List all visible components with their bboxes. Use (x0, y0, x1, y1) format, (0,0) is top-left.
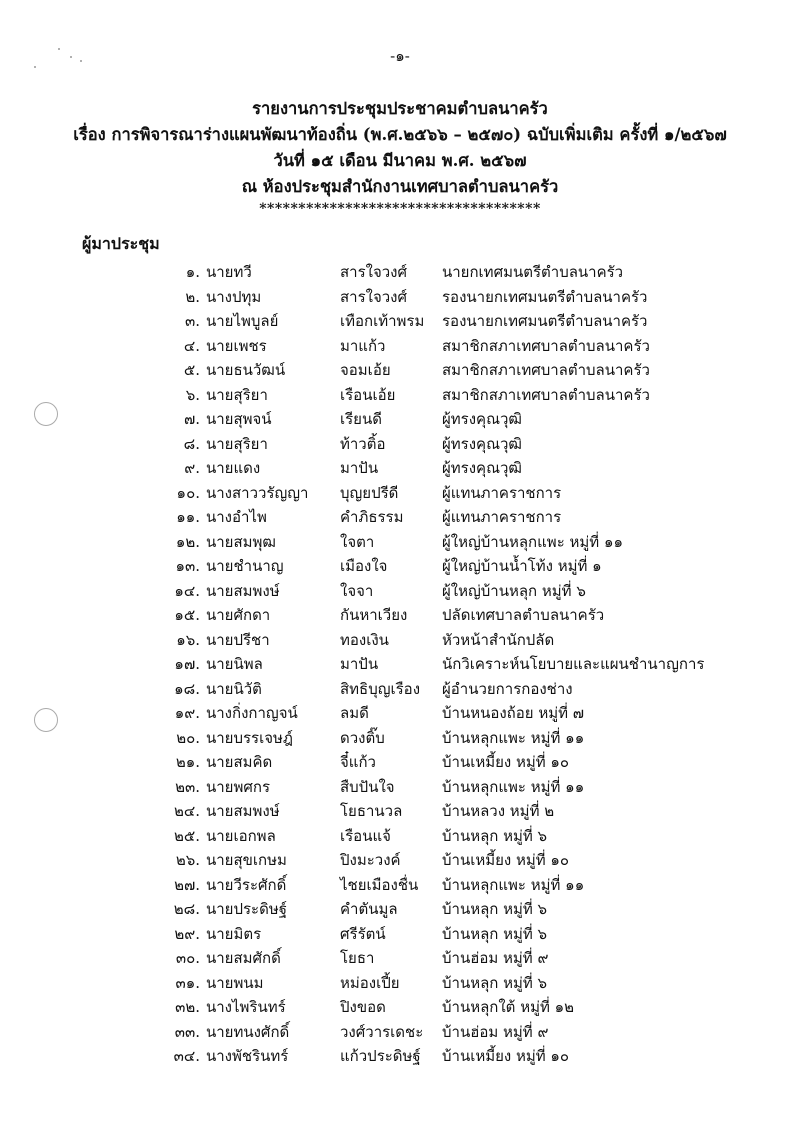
attendee-name: นายแดง (206, 459, 261, 477)
attendee-surname: โยธานวล (340, 802, 403, 820)
attendee-row (0, 260, 800, 285)
attendee-name: นายทวี (206, 263, 252, 281)
attendee-name: นายศักดา (206, 606, 271, 624)
attendee-row (0, 799, 800, 824)
attendee-number: ๕. (183, 361, 200, 379)
attendee-surname: ใจจา (340, 581, 374, 600)
attendee-number: ๓๑. (175, 973, 200, 992)
attendee-position: บ้านหลุกใต้ หมู่ที่ ๑๒ (442, 998, 575, 1016)
attendee-number: ๑๘. (174, 679, 200, 698)
attendee-position: รองนายกเทศมนตรีตำบลนาครัว (442, 287, 648, 306)
page-number: -๑- (390, 47, 410, 65)
attendee-number: ๒๓. (175, 777, 200, 796)
attendee-row (0, 1044, 800, 1069)
attendee-row (0, 554, 800, 579)
attendee-name: นางกิ่งกาญจน์ (206, 704, 298, 722)
attendee-number: ๓. (184, 312, 200, 330)
attendee-position: ผู้ใหญ่บ้านหลุก หมู่ที่ ๖ (442, 581, 586, 600)
attendee-surname: กันหาเวียง (340, 606, 408, 624)
attendee-name: นายบรรเจษฎ์ (206, 728, 293, 747)
attendee-row (0, 1020, 800, 1045)
attendee-row (0, 750, 800, 775)
attendee-row (0, 456, 800, 481)
attendee-surname: ท้าวติ้อ (340, 434, 386, 453)
attendee-position: บ้านหลวง หมู่ที่ ๒ (442, 802, 555, 820)
attendee-number: ๓๓. (174, 1022, 200, 1041)
attendee-number: ๗. (183, 410, 200, 428)
attendee-name: นางพัชรินทร์ (206, 1047, 289, 1065)
attendee-position: นักวิเคราะห์นโยบายและแผนชำนาญการ (442, 655, 705, 673)
attendee-position: บ้านหลุก หมู่ที่ ๖ (442, 924, 548, 943)
attendee-position: บ้านหลุกแพะ หมู่ที่ ๑๑ (442, 777, 585, 796)
attendee-row (0, 530, 800, 555)
attendee-position: ผู้ใหญ่บ้านน้ำโท้ง หมู่ที่ ๑ (442, 557, 602, 575)
attendee-surname: สิทธิบุญเรือง (340, 679, 421, 698)
attendee-surname: สารใจวงศ์ (340, 287, 408, 306)
attendees-heading: ผู้มาประชุม (82, 234, 160, 253)
attendee-row (0, 358, 800, 383)
attendee-number: ๑๓. (175, 557, 200, 575)
attendee-surname: เมืองใจ (340, 557, 388, 575)
attendee-name: นายเอกพล (206, 826, 276, 845)
attendee-name: นายมิตร (206, 924, 262, 943)
attendee-position: บ้านหลุก หมู่ที่ ๖ (442, 973, 548, 992)
report-date: วันที่ ๑๕ เดือน มีนาคม พ.ศ. ๒๕๖๗ (273, 151, 527, 170)
attendee-surname: จี๋แก้ว (340, 753, 376, 771)
attendee-row (0, 505, 800, 530)
attendee-row (0, 628, 800, 653)
attendee-position: ผู้อำนวยการกองช่าง (442, 679, 573, 698)
attendee-number: ๑๗. (174, 655, 200, 673)
attendee-name: นายสมคิด (206, 753, 273, 771)
attendee-surname: มาแก้ว (340, 336, 386, 355)
attendee-surname: คำภิธรรม (340, 508, 404, 526)
attendee-name: นายพศกร (206, 777, 271, 796)
attendee-row (0, 922, 800, 947)
attendee-name: นายประดิษฐ์ (206, 900, 288, 918)
attendee-number: ๓๒. (175, 998, 200, 1016)
attendee-surname: แก้วประดิษฐ์ (340, 1047, 421, 1065)
attendee-surname: ปิงขอด (340, 998, 386, 1016)
attendee-number: ๒๑. (175, 753, 200, 771)
attendee-position: นายกเทศมนตรีตำบลนาครัว (442, 263, 624, 281)
attendee-row (0, 971, 800, 996)
attendee-name: นางปทุม (206, 287, 262, 306)
attendee-row (0, 897, 800, 922)
attendee-number: ๒๔. (173, 802, 200, 820)
attendee-number: ๖. (185, 385, 200, 404)
attendee-number: ๒๙. (174, 924, 200, 943)
attendee-row (0, 334, 800, 359)
attendee-number: ๑. (185, 263, 200, 281)
attendee-row (0, 995, 800, 1020)
attendee-position: ผู้ใหญ่บ้านหลุกแพะ หมู่ที่ ๑๑ (442, 532, 623, 551)
attendee-row (0, 946, 800, 971)
attendee-row (0, 603, 800, 628)
attendee-name: นายสมพงษ์ (206, 581, 280, 600)
attendee-position: ปลัดเทศบาลตำบลนาครัว (442, 606, 605, 624)
attendee-surname: ดวงติ๊บ (340, 728, 385, 747)
attendee-row (0, 481, 800, 506)
attendee-name: นายสุริยา (206, 434, 268, 453)
attendee-number: ๑๖. (176, 630, 200, 649)
attendee-position: ผู้ทรงคุณวุฒิ (442, 434, 522, 453)
attendee-position: บ้านฮ่อม หมู่ที่ ๙ (442, 1022, 549, 1041)
attendee-name: นายสมศักดิ์ (206, 949, 281, 967)
attendee-position: บ้านเหมี้ยง หมู่ที่ ๑๐ (442, 753, 570, 771)
attendee-name: นายสุขเกษม (206, 851, 287, 869)
attendee-surname: โยธา (340, 949, 375, 967)
attendee-row (0, 383, 800, 408)
attendee-row (0, 652, 800, 677)
attendee-number: ๑๑. (176, 508, 200, 526)
attendee-row (0, 432, 800, 457)
attendee-row (0, 677, 800, 702)
attendee-surname: ไชยเมืองชื่น (340, 875, 419, 894)
attendee-surname: เรือนแจ้ (340, 826, 391, 845)
attendee-row (0, 824, 800, 849)
attendee-number: ๒๖. (175, 851, 200, 869)
attendee-surname: วงศ์วารเดชะ (340, 1022, 424, 1041)
attendee-number: ๓๐. (175, 949, 200, 967)
attendee-name: นายสุริยา (206, 385, 268, 404)
attendee-number: ๑๕. (174, 606, 200, 624)
attendee-position: สมาชิกสภาเทศบาลตำบลนาครัว (442, 385, 650, 404)
attendee-position: บ้านหลุก หมู่ที่ ๖ (442, 826, 548, 845)
attendee-surname: สารใจวงศ์ (340, 263, 408, 281)
attendee-position: บ้านหนองถ้อย หมู่ที่ ๗ (442, 704, 585, 722)
attendee-row (0, 285, 800, 310)
attendee-number: ๑๐. (176, 483, 200, 502)
attendee-name: นายเพชร (206, 336, 267, 355)
attendee-position: ผู้ทรงคุณวุฒิ (442, 410, 522, 428)
attendee-name: นางอำไพ (206, 508, 267, 526)
attendee-surname: บุญยปรีดี (340, 483, 399, 502)
document-header (0, 96, 800, 216)
attendee-surname: สืบปันใจ (340, 777, 395, 796)
attendee-name: นายสมพงษ์ (206, 802, 280, 820)
attendee-surname: คำตันมูล (340, 900, 398, 918)
attendee-position: ผู้แทนภาคราชการ (442, 483, 562, 502)
attendee-row (0, 848, 800, 873)
attendee-number: ๔. (183, 336, 200, 355)
attendee-name: นายสมพุฒ (206, 532, 276, 551)
attendee-name: นายชำนาญ (206, 557, 284, 575)
attendee-surname: ทองเงิน (340, 630, 389, 649)
attendee-row (0, 873, 800, 898)
attendee-name: นายนิวัติ (206, 679, 262, 698)
attendee-number: ๒๐. (176, 728, 200, 747)
attendee-row (0, 579, 800, 604)
attendee-number: ๒๘. (173, 900, 200, 918)
report-venue: ณ ห้องประชุมสำนักงานเทศบาลตำบลนาครัว (241, 177, 559, 196)
attendee-name: นายปรีชา (206, 630, 270, 649)
attendee-name: นายวีระศักดิ์ (206, 875, 287, 894)
attendee-row (0, 726, 800, 751)
attendee-row (0, 775, 800, 800)
report-subject: เรื่อง การพิจารณาร่างแผนพัฒนาท้องถิ่น (พ.ศ.๒๕๖๖ – ๒๕๗๐) ฉบับเพิ่มเติม ครั้งที่ ๑/๒๕๖๗ (73, 125, 727, 144)
attendee-name: นายทนงศักดิ์ (206, 1022, 290, 1041)
attendee-name: นายธนวัฒน์ (206, 361, 286, 379)
attendee-position: บ้านหลุก หมู่ที่ ๖ (442, 900, 548, 918)
attendee-surname: มาปัน (340, 655, 379, 673)
attendee-number: ๑๒. (175, 532, 200, 551)
attendee-number: ๘. (183, 434, 200, 453)
attendee-position: รองนายกเทศมนตรีตำบลนาครัว (442, 312, 648, 330)
attendee-name: นางไพรินทร์ (206, 998, 286, 1016)
attendee-number: ๒. (185, 287, 200, 306)
attendee-row (0, 701, 800, 726)
attendee-position: สมาชิกสภาเทศบาลตำบลนาครัว (442, 361, 650, 379)
attendee-number: ๙. (184, 459, 200, 477)
attendee-surname: ปิงมะวงค์ (340, 851, 401, 869)
attendee-number: ๒๕. (173, 826, 200, 845)
attendee-surname: มาปัน (340, 459, 379, 477)
attendee-position: บ้านเหมี้ยง หมู่ที่ ๑๐ (442, 1047, 570, 1065)
attendee-surname: เทือกเท้าพรม (340, 312, 425, 330)
attendee-surname: ใจตา (340, 532, 375, 551)
attendee-position: สมาชิกสภาเทศบาลตำบลนาครัว (442, 336, 650, 355)
attendee-surname: หม่องเปี้ย (340, 973, 400, 992)
attendee-number: ๑๙. (174, 704, 200, 722)
separator-stars: ************************************ (259, 201, 541, 217)
attendee-surname: เรือนเอ้ย (340, 385, 396, 404)
attendee-name: นางสาววรัญญา (206, 483, 309, 502)
attendee-name: นายสุพจน์ (206, 410, 272, 428)
attendee-name: นายนิพล (206, 655, 263, 673)
attendee-row (0, 309, 800, 334)
attendee-surname: จอมเอ้ย (340, 361, 391, 379)
attendee-name: นายไพบูลย์ (206, 312, 279, 330)
attendee-name: นายพนม (206, 973, 264, 992)
attendee-surname: ศรีรัตน์ (340, 924, 386, 943)
attendee-position: บ้านหลุกแพะ หมู่ที่ ๑๑ (442, 728, 585, 747)
attendee-number: ๓๔. (173, 1047, 200, 1065)
attendee-position: บ้านเหมี้ยง หมู่ที่ ๑๐ (442, 851, 570, 869)
attendee-position: บ้านฮ่อม หมู่ที่ ๙ (442, 949, 549, 967)
attendee-surname: เรียนดี (340, 410, 382, 428)
attendee-number: ๒๗. (174, 875, 200, 894)
attendee-row (0, 407, 800, 432)
attendee-position: บ้านหลุกแพะ หมู่ที่ ๑๑ (442, 875, 585, 894)
attendee-position: ผู้ทรงคุณวุฒิ (442, 459, 522, 477)
attendee-position: ผู้แทนภาคราชการ (442, 508, 562, 526)
attendee-position: หัวหน้าสำนักปลัด (442, 630, 555, 649)
report-title: รายงานการประชุมประชาคมตำบลนาครัว (252, 99, 548, 118)
attendee-surname: ลมดี (340, 704, 369, 722)
attendee-number: ๑๔. (174, 581, 200, 600)
attendee-list (0, 260, 800, 1069)
